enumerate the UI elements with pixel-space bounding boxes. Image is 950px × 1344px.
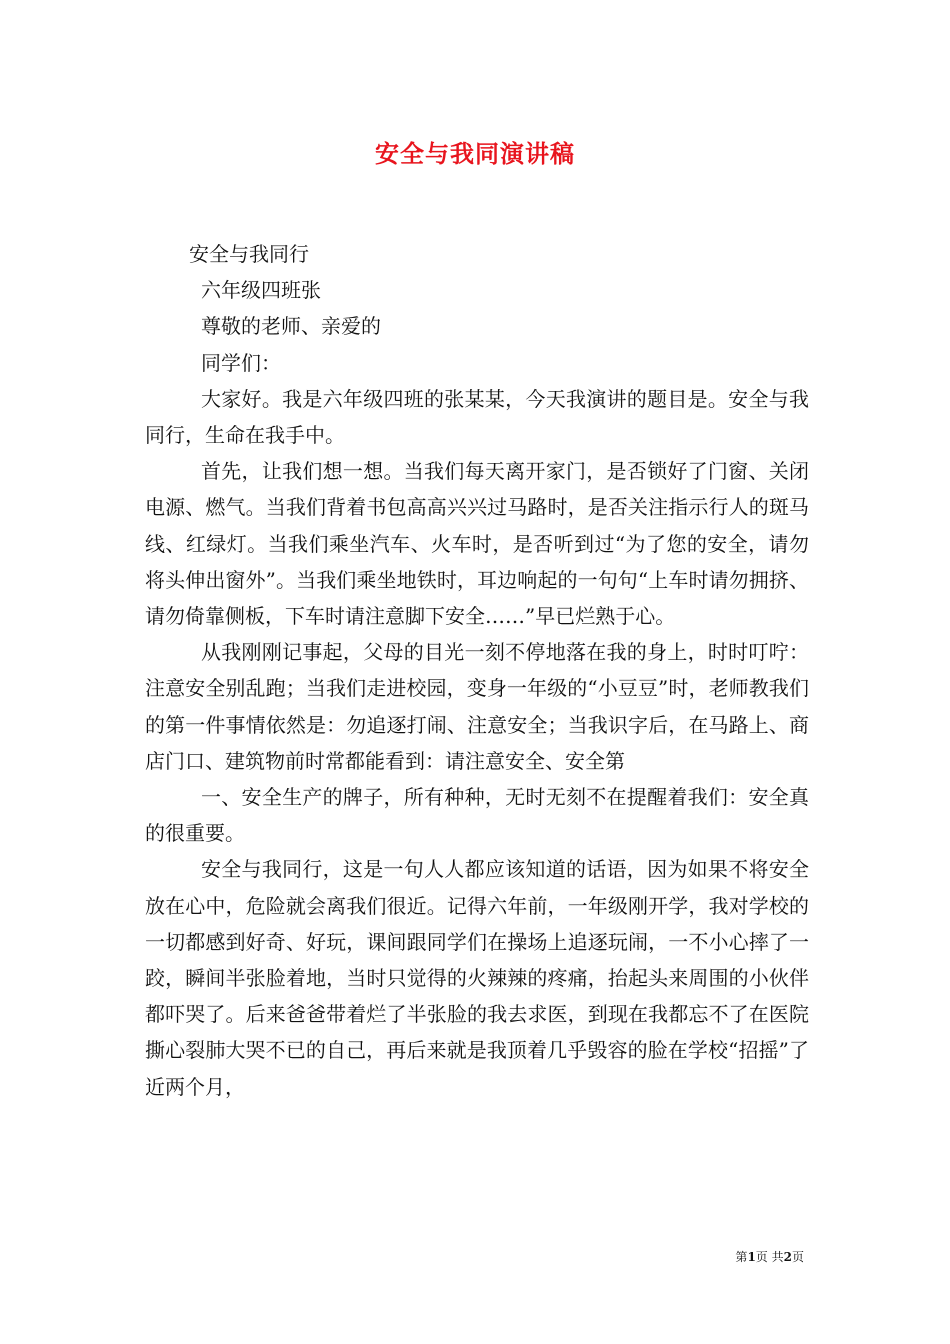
paragraph-5: 安全与我同行，这是一句人人都应该知道的话语，因为如果不将安全放在心中，危险就会离我们很近。记得六年前，一年级刚开学，我对学校的一切都感到好奇、好玩，课间跟同学们在操场上追逐玩闹，一不小心摔了一跤，瞬间半张脸着地，当时只觉得的火辣辣的疼痛，抬起头来周围的小伙伴都吓哭了。后来爸爸带着烂了半张脸的我去求医，到现在我都忘不了在医院撕心裂肺大哭不已的自己，再后来就是我顶着几乎毁容的脸在学校“招摇”了近两个月， xyxy=(145,857,809,1099)
page-footer xyxy=(735,1248,804,1265)
author-line: 六年级四班张 xyxy=(201,278,321,303)
footer-middle: 页 共 xyxy=(755,1250,784,1264)
document-body xyxy=(145,236,809,1105)
footer-suffix: 页 xyxy=(791,1250,804,1264)
paragraph-4: 一、安全生产的牌子，所有种种，无时无刻不在提醒着我们：安全真的很重要。 xyxy=(145,785,809,846)
footer-prefix: 第 xyxy=(735,1250,748,1264)
salutation-line-2: 同学们： xyxy=(201,350,281,375)
salutation-line-1: 尊敬的老师、亲爱的 xyxy=(201,314,381,339)
footer-current-page: 1 xyxy=(747,1250,756,1264)
speech-heading: 安全与我同行 xyxy=(189,242,309,266)
document-title: 安全与我同演讲稿 xyxy=(375,140,575,168)
paragraph-2: 首先，让我们想一想。当我们每天离开家门，是否锁好了门窗、关闭电源、燃气。当我们背着书包高高兴兴过马路时，是否关注指示行人的斑马线、红绿灯。当我们乘坐汽车、火车时，是否听到过“为了您的安全，请勿将头伸出窗外”。当我们乘坐地铁时，耳边响起的一句句“上车时请勿拥挤、请勿倚靠侧板，下车时请注意脚下安全……”早已烂熟于心。 xyxy=(145,459,809,629)
paragraph-3: 从我刚刚记事起，父母的目光一刻不停地落在我的身上，时时叮咛：注意安全别乱跑；当我们走进校园，变身一年级的“小豆豆”时，老师教我们的第一件事情依然是：勿追逐打闹、注意安全；当我识字后，在马路上、商店门口、建筑物前时常都能看到：请注意安全、安全第 xyxy=(145,640,809,773)
footer-total-pages: 2 xyxy=(783,1250,792,1264)
paragraph-1: 大家好。我是六年级四班的张某某，今天我演讲的题目是。安全与我同行，生命在我手中。 xyxy=(145,386,809,448)
